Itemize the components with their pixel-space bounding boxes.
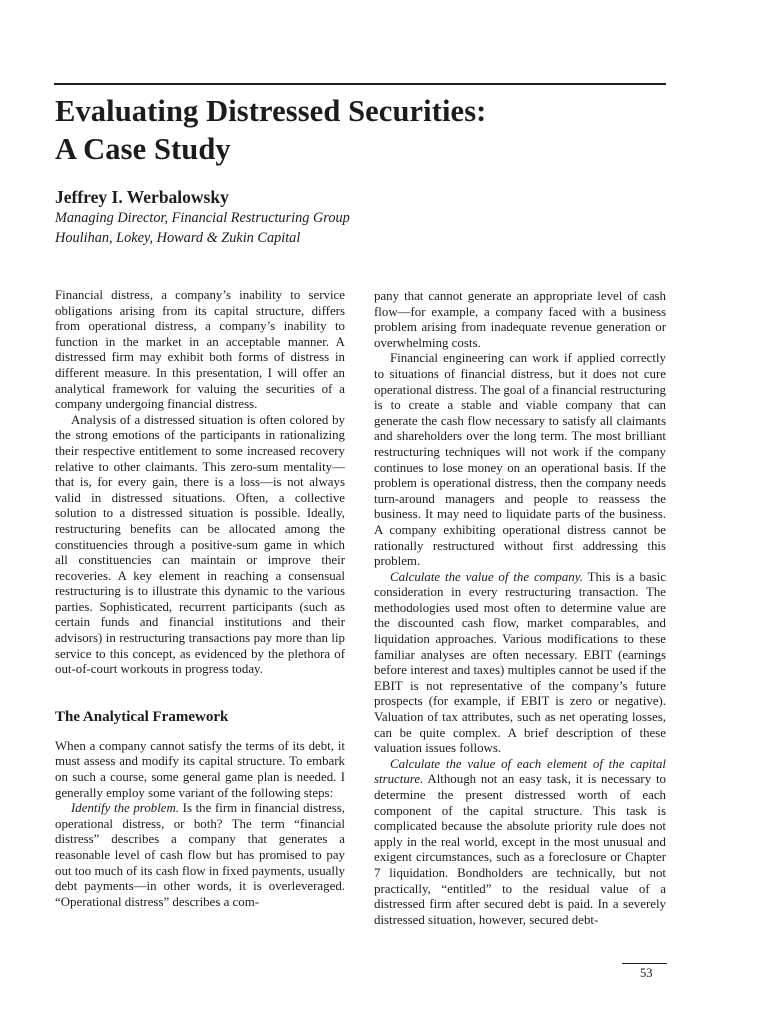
step-lead: Calculate the value of each element of the capital structure. xyxy=(374,756,666,787)
author-affiliation-2: Houlihan, Lokey, Howard & Zukin Capital xyxy=(55,230,301,246)
article-title xyxy=(55,92,675,168)
title-line-1: Evaluating Distressed Securities: xyxy=(55,94,487,128)
paragraph xyxy=(55,801,345,910)
top-rule xyxy=(54,83,666,85)
page-number: 53 xyxy=(640,966,653,980)
paragraph: Analysis of a distressed situation is often colored by the strong emotions of the participants in rationalizing their respective entitlement to some increased recovery relative to other claimants. This zero-sum mentality—that is, for every gain, there is a loss—is not always valid in distressed situations. Often, a collective solution to a distressed situation is possible. Ideally, restructuring benefits can be allocated among the constituencies through a positive-sum game in which all constituencies can maintain or improve their recoveries. A key element in reaching a consensual restructuring is to illustrate this dynamic to the various parties. Sophisticated, recurrent participants (such as certain funds and financial institutions and their advisors) in restructuring transactions pay more than lip service to this concept, as evidenced by the plethora of out-of-court workouts in progress today. xyxy=(55,412,345,677)
paragraph: When a company cannot satisfy the terms of its debt, it must assess and modify its capital structure. To embark on such a course, some general game plan is needed. I generally employ some variant of the following steps: xyxy=(55,738,345,800)
author-block xyxy=(55,186,675,248)
author-name: Jeffrey I. Werbalowsky xyxy=(55,187,229,207)
step-text: This is a basic consideration in every restructuring transaction. The methodologies used most often to determine value are the discounted cash flow, market comparables, and liquidation approaches. Various modifications to these familiar analyses are often necessary. EBIT (earnings before interest and taxes) multiples cannot be used if the EBIT is not representative of the company’s future prospects (for example, if EBIT is zero or negative). Valuation of tax attributes, such as net operating losses, can be quite complex. A brief description of these valuation issues follows. xyxy=(374,569,666,756)
left-column xyxy=(55,288,345,910)
section-heading: The Analytical Framework xyxy=(55,708,229,725)
right-column xyxy=(374,289,666,928)
paragraph: Financial distress, a company’s inability to service obligations arising from its capital structure, differs from operational distress, a company’s inability to function in the market in an acceptable manner. A distressed firm may exhibit both forms of distress in different measure. In this presentation, I will offer an analytical framework for valuing the securities of a company undergoing financial distress. xyxy=(55,288,345,412)
step-text: Although not an easy task, it is necessary to determine the present distressed worth of each component of the capital structure. This task is complicated because the absolute priority rule does not apply in the real world, except in the most unusual and exigent circumstances, such as a foreclosure or Chapter 7 liquidation. Bondholders are technically, but not practically, “entitled” to the residual value of a distressed firm after secured debt is paid. In a severely distressed situation, however, secured debt- xyxy=(374,772,666,927)
paragraph xyxy=(374,757,666,929)
title-line-2: A Case Study xyxy=(55,132,231,166)
step-lead: Identify the problem. xyxy=(71,801,180,816)
step-lead: Calculate the value of the company. xyxy=(390,569,583,584)
title-block xyxy=(55,92,675,168)
footer-rule xyxy=(622,963,667,964)
paragraph xyxy=(374,570,666,757)
step-text: Is the firm in financial distress, operational distress, or both? The term “financial distress” describes a company that generates a reasonable level of cash flow but has promised to pay out too much of its cash flow in fixed payments, usually debt payments—in other words, it is overleveraged. “Operational distress” describes a com- xyxy=(55,801,345,909)
paragraph: pany that cannot generate an appropriate level of cash flow—for example, a company faced with a business problem arising from inadequate revenue generation or overwhelming costs. xyxy=(374,289,666,350)
author-affiliation-1: Managing Director, Financial Restructuring Group xyxy=(55,210,350,226)
paragraph: Financial engineering can work if applied correctly to situations of financial distress, but it does not cure operational distress. The goal of a financial restructuring is to create a stable and viable company that can generate the cash flow necessary to satisfy all claimants and shareholders over the long term. The most brilliant restructuring techniques will not work if the company continues to lose money on an operational basis. If the problem is operational distress, then the company needs turn-around managers and people to reassess the business. It may need to liquidate parts of the business. A company exhibiting operational distress cannot be rationally restructured without first addressing this problem. xyxy=(374,351,666,569)
